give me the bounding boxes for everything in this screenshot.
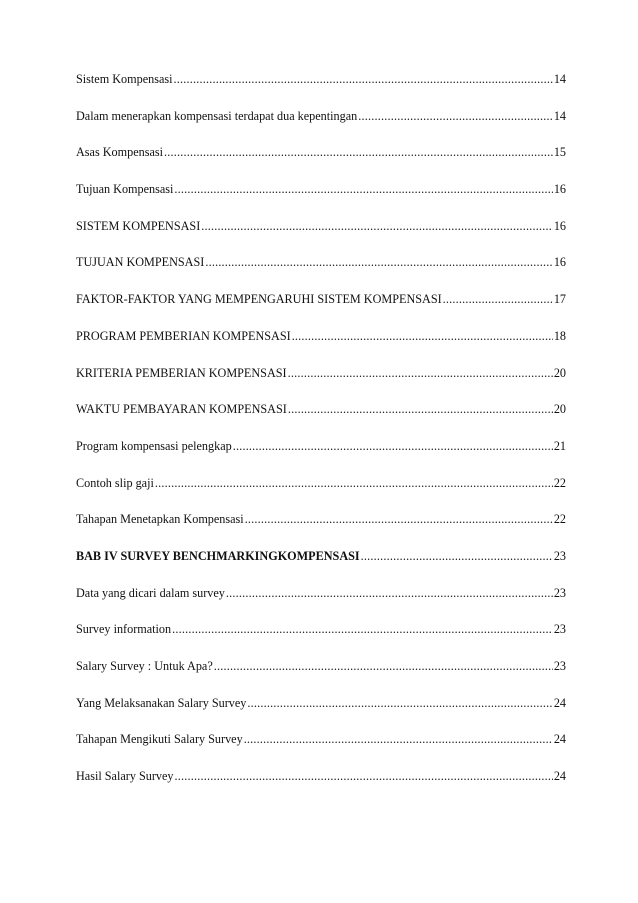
- toc-entry-title: SISTEM KOMPENSASI: [76, 218, 201, 233]
- toc-entry-page: 16: [553, 218, 566, 233]
- toc-dot-leader: [173, 71, 552, 87]
- toc-dot-leader: [174, 768, 552, 784]
- toc-entry[interactable]: [76, 365, 566, 402]
- toc-entry[interactable]: [76, 585, 566, 622]
- toc-entry-title: BAB IV SURVEY BENCHMARKINGKOMPENSASI: [76, 548, 360, 563]
- toc-entry-title: TUJUAN KOMPENSASI: [76, 255, 205, 270]
- toc-entry[interactable]: [76, 218, 566, 255]
- toc-entry[interactable]: [76, 475, 566, 512]
- toc-dot-leader: [226, 585, 553, 601]
- toc-entry-title: Program kompensasi pelengkap: [76, 438, 232, 453]
- toc-entry-page: 22: [553, 475, 566, 490]
- toc-entry-page: 23: [553, 585, 566, 600]
- toc-entry-page: 14: [553, 108, 566, 123]
- toc-entry[interactable]: [76, 71, 566, 108]
- toc-dot-leader: [244, 731, 553, 747]
- toc-entry[interactable]: [76, 328, 566, 365]
- toc-entry-title: Tahapan Menetapkan Kompensasi: [76, 512, 244, 527]
- toc-entry-title: Sistem Kompensasi: [76, 72, 173, 86]
- toc-entry[interactable]: [76, 768, 566, 805]
- toc-dot-leader: [155, 475, 553, 491]
- toc-entry[interactable]: [76, 108, 566, 145]
- toc-dot-leader: [247, 695, 552, 711]
- toc-entry-title: Dalam menerapkan kompensasi terdapat dua kepentingan: [76, 108, 358, 123]
- toc-entry-page: 23: [553, 548, 566, 563]
- toc-entry-page: 24: [553, 695, 566, 710]
- toc-entry-title: Tahapan Mengikuti Salary Survey: [76, 732, 243, 747]
- toc-entry-title: KRITERIA PEMBERIAN KOMPENSASI: [76, 365, 287, 380]
- toc-entry-page: 17: [553, 292, 566, 307]
- toc-entry-title: Salary Survey : Untuk Apa?: [76, 659, 213, 673]
- toc-entry-page: 16: [553, 182, 566, 197]
- toc-dot-leader: [288, 365, 553, 381]
- toc-entry-title: WAKTU PEMBAYARAN KOMPENSASI: [76, 402, 287, 417]
- toc-entry-title: PROGRAM PEMBERIAN KOMPENSASI: [76, 328, 291, 343]
- toc-entry-page: 20: [553, 402, 566, 417]
- toc-entry[interactable]: [76, 291, 566, 328]
- toc-entry-title: Yang Melaksanakan Salary Survey: [76, 695, 247, 710]
- toc-entry-page: 22: [553, 512, 566, 527]
- toc-dot-leader: [443, 291, 553, 307]
- toc-dot-leader: [174, 181, 552, 197]
- toc-dot-leader: [292, 328, 553, 344]
- toc-entry[interactable]: [76, 438, 566, 475]
- toc-dot-leader: [288, 401, 553, 417]
- toc-entry-page: 21: [553, 438, 566, 453]
- toc-entry[interactable]: [76, 144, 566, 181]
- toc-entry[interactable]: [76, 621, 566, 658]
- toc-dot-leader: [164, 144, 553, 160]
- toc-entry[interactable]: [76, 401, 566, 438]
- toc-entry[interactable]: [76, 181, 566, 218]
- toc-entry[interactable]: [76, 658, 566, 695]
- toc-entry-title: Contoh slip gaji: [76, 475, 154, 490]
- toc-dot-leader: [172, 621, 553, 637]
- toc-entry-title: Hasil Salary Survey: [76, 769, 174, 784]
- toc-dot-leader: [361, 548, 553, 564]
- toc-entry-page: 23: [553, 659, 566, 673]
- toc-dot-leader: [201, 218, 553, 234]
- toc-dot-leader: [205, 254, 552, 270]
- toc-entry[interactable]: [76, 695, 566, 732]
- toc-entry-title: FAKTOR-FAKTOR YANG MEMPENGARUHI SISTEM KOMPENSASI: [76, 292, 442, 307]
- toc-entry-page: 24: [553, 769, 566, 784]
- toc-dot-leader: [233, 438, 553, 454]
- toc-entry-page: 18: [553, 328, 566, 343]
- toc-dot-leader: [245, 511, 553, 527]
- toc-entry-title: Asas Kompensasi: [76, 145, 163, 160]
- toc-entry[interactable]: [76, 511, 566, 548]
- toc-entry[interactable]: [76, 731, 566, 768]
- toc-entry-page: 24: [553, 732, 566, 747]
- toc-entry-page: 23: [553, 622, 566, 637]
- toc-chapter-entry[interactable]: [76, 548, 566, 585]
- toc-dot-leader: [358, 108, 553, 124]
- toc-entry-page: 15: [553, 145, 566, 160]
- toc-dot-leader: [214, 658, 553, 674]
- toc-entry-page: 14: [553, 72, 566, 86]
- toc-entry-title: Survey information: [76, 622, 172, 637]
- toc-entry[interactable]: [76, 254, 566, 291]
- toc-entry-title: Tujuan Kompensasi: [76, 182, 174, 197]
- toc-entry-title: Data yang dicari dalam survey: [76, 585, 225, 600]
- table-of-contents: [76, 71, 566, 805]
- toc-entry-page: 16: [553, 255, 566, 270]
- toc-entry-page: 20: [553, 365, 566, 380]
